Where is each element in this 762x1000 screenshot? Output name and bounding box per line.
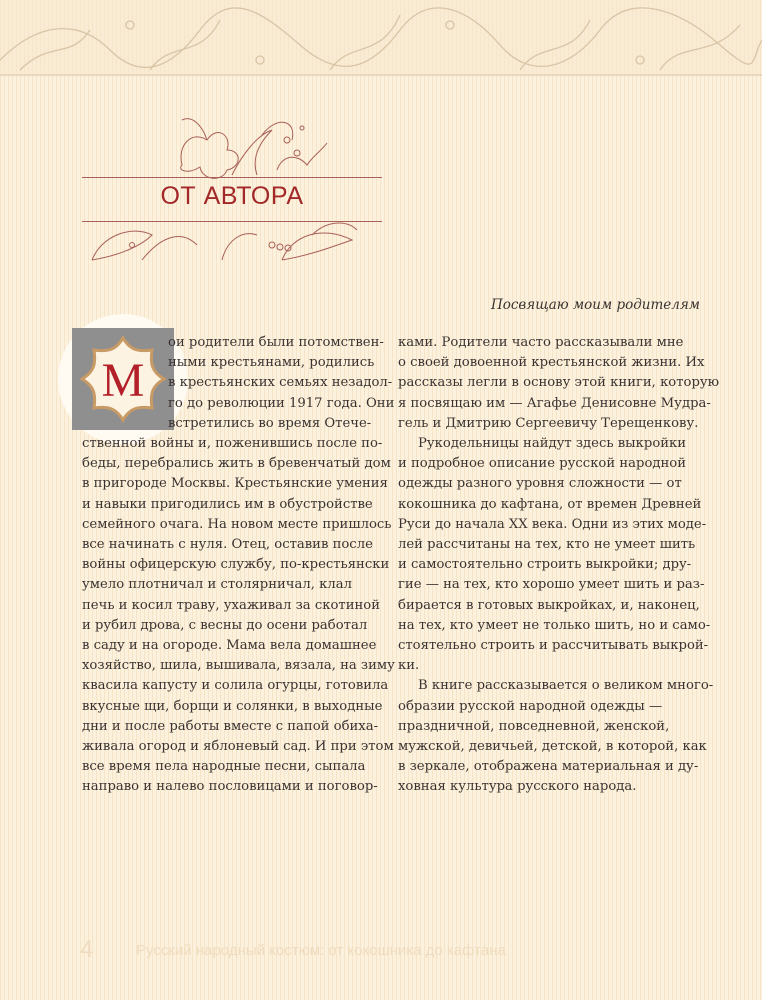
text-column-right [398,333,720,798]
dedication: Посвящаю моим родителям [490,297,700,313]
text-line: в зеркале, отображена материальная и ду- [398,759,699,775]
text-line: в саду и на огороде. Мама вела домашнее [82,638,377,654]
text-line: о своей довоенной крестьянской жизни. Их [398,355,705,371]
floral-ornament [82,95,382,265]
text-line: дни и после работы вместе с папой обиха- [82,718,379,734]
text-line: все начинать с нуля. Отец, оставив после [82,537,373,553]
drop-cap-letter: М [101,354,145,407]
text-line: и подробное описание русской народной [398,456,687,472]
text-line: направо и налево пословицами и поговор- [82,779,378,795]
text-line: Рукодельницы найдут здесь выкройки [418,436,687,452]
text-line: ои родители были потомствен- [168,335,384,350]
text-line: В книге рассказывается о великом много- [418,678,714,694]
text-line: образии русской народной одежды — [398,698,663,714]
text-line: вкусные щи, борщи и солянки, в выходные [82,698,383,714]
title-rule-top [82,177,382,178]
page-number: 4 [80,936,94,963]
text-line: го до революции 1917 года. Они [168,395,395,411]
page-title: ОТ АВТОРА [160,182,304,210]
text-line: печь и косил траву, ухаживал за скотиной [82,597,381,613]
text-line: одежды разного уровня сложности — от [398,476,682,492]
text-line: хозяйство, шила, вышивала, вязала, на зиму [82,658,395,674]
text-line: Руси до начала XX века. Одни из этих моде- [398,516,707,532]
text-line: квасила капусту и солила огурцы, готовила [82,678,389,694]
text-line: живала огород и яблоневый сад. И при этом [82,739,394,755]
text-line: ными крестьянами, родились [168,355,375,371]
text-line: все время пела народные песни, сыпала [82,759,366,775]
text-line: умело плотничал и столярничал, клал [82,577,352,593]
text-line: ховная культура русского народа. [398,779,637,795]
text-line: встретились во время Отече- [168,415,372,431]
title-rule-bottom [82,221,382,222]
text-line: ки. [398,658,420,674]
text-line: на тех, кто умеет не только шить, но и само- [398,617,711,633]
text-line: и самостоятельно строить выкройки; дру- [398,557,692,573]
text-line: и навыки пригодились им в обустройстве [82,496,373,512]
text-line: я посвящаю им — Агафье Денисовне Мудра- [398,395,711,411]
text-line: войны офицерскую службу, по-крестьянски [82,557,390,573]
text-line: в пригороде Москвы. Крестьянские умения [82,476,388,492]
running-footer-title: Русский народный костюм: от кокошника до кафтана [136,942,506,959]
text-line: ками. Родители часто рассказывали мне [398,335,684,350]
text-line: стоятельно строить и рассчитывать выкрой- [398,638,709,654]
text-line: и рубил дрова, с весны до осени работал [82,617,368,633]
chapter-heading [82,95,382,265]
text-line: гель и Дмитрию Сергеевичу Терещенкову. [398,415,699,431]
text-line: бирается в готовых выкройках, и, наконец, [398,597,700,613]
text-line: лей рассчитаны на тех, кто не умеет шить [398,537,696,553]
text-line: рассказы легли в основу этой книги, которую [398,375,720,391]
text-line: гие — на тех, кто хорошо умеет шить и раз- [398,577,705,593]
ornament-top-band [0,0,762,76]
text-line: в крестьянских семьях незадол- [168,375,393,391]
text-line: беды, перебрались жить в бревенчатый дом [82,456,391,472]
text-line: праздничной, повседневной, женской, [398,718,670,734]
text-column-left [82,333,395,798]
text-line: семейного очага. На новом месте пришлось [82,516,392,532]
text-line: кокошника до кафтана, от времен Древней [398,496,702,512]
text-line: мужской, девичьей, детской, в которой, как [398,739,707,755]
text-line: ственной войны и, поженившись после по- [82,436,383,452]
